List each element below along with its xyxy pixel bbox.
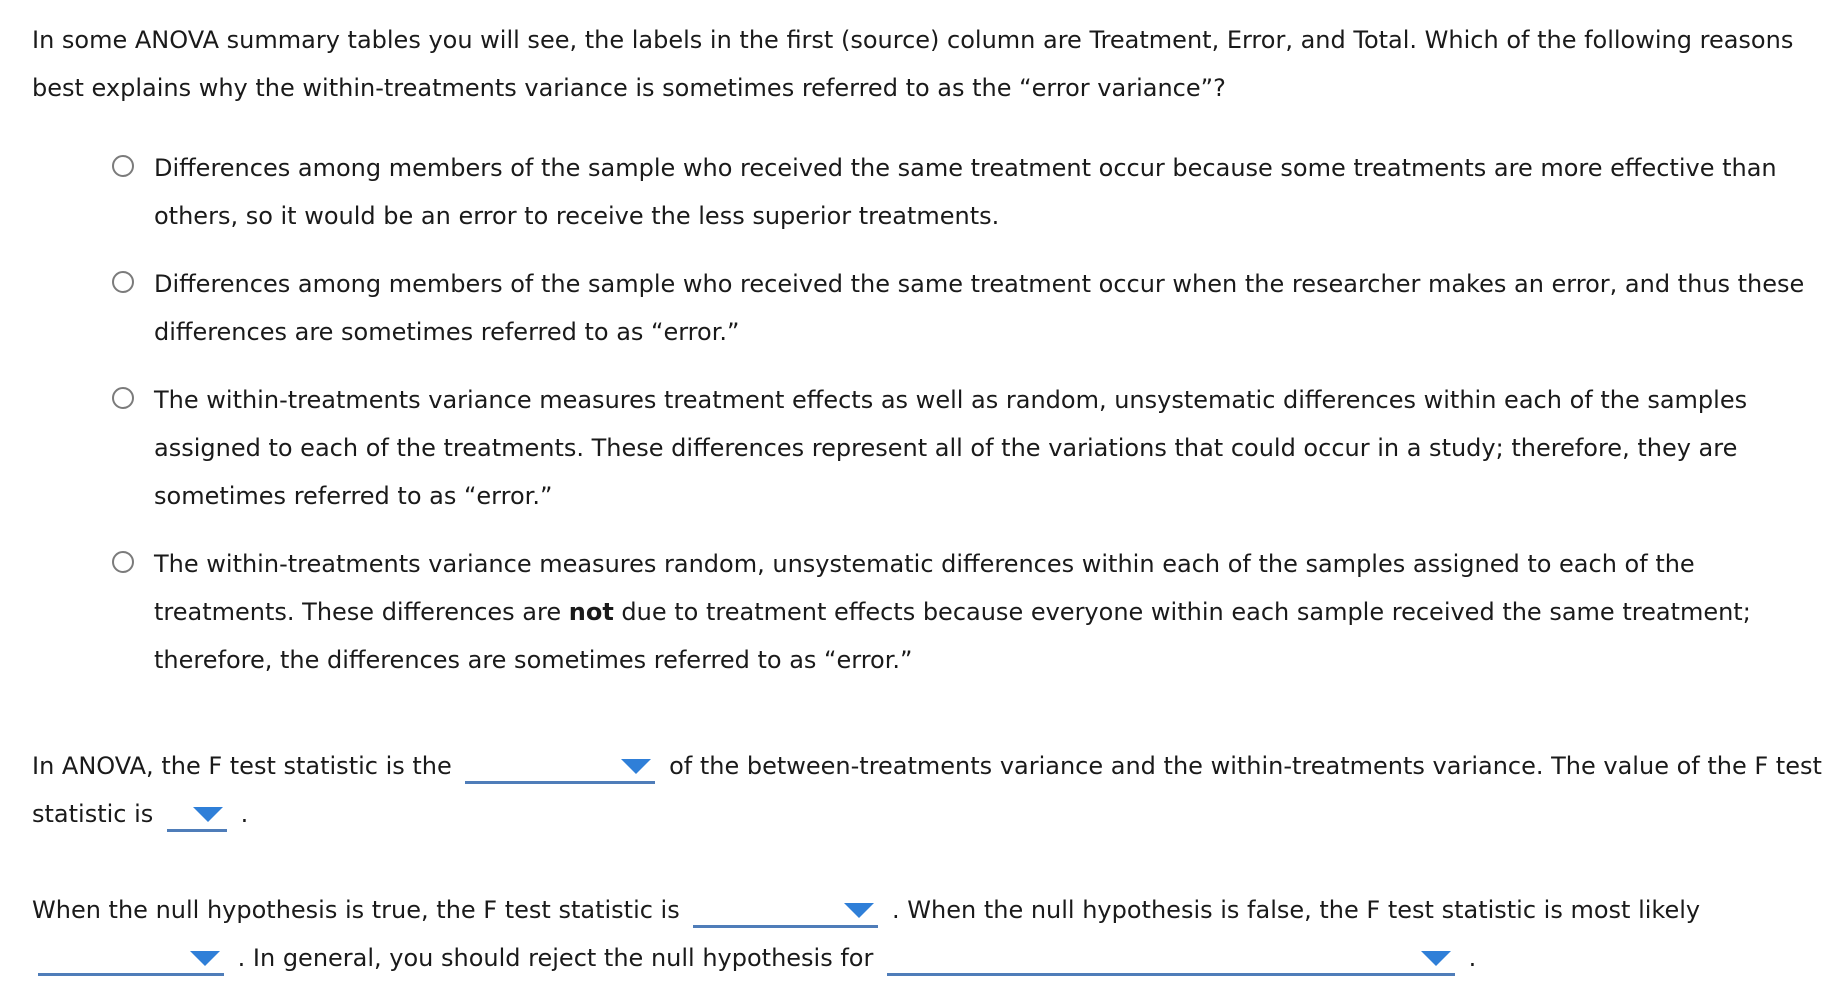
question-text: In some ANOVA summary tables you will see, the labels in the first (source) column are Treatment, Error, and Total. Which of the following reasons best explains why the within-treatments variance is sometimes referred to as the “error variance”? <box>32 26 1794 102</box>
triangle-down-icon <box>1421 951 1451 966</box>
dropdown-f-ratio-definition[interactable] <box>465 749 655 784</box>
answer-option-label: The within-treatments variance measures treatment effects as well as random, unsystematic differences within each of the samples assigned to each of the treatments. These differences represent all of the variations that could occur in a study; therefore, they are sometimes referred to as “error.” <box>154 386 1748 510</box>
fill-in-text: When the null hypothesis is true, the F test statistic is <box>32 896 680 924</box>
answer-option-1[interactable] <box>112 144 1832 240</box>
fill-in-text: In ANOVA, the F test statistic is the <box>32 752 452 780</box>
dropdown-null-true-f[interactable] <box>693 893 878 928</box>
answer-option-label <box>154 550 1751 674</box>
triangle-down-icon <box>844 903 874 918</box>
dropdown-null-false-f[interactable] <box>38 941 224 976</box>
triangle-down-icon <box>190 951 220 966</box>
fill-in-text: . <box>1468 944 1477 972</box>
answer-option-label: Differences among members of the sample who received the same treatment occur when the researcher makes an error, and thus these differences are sometimes referred to as “error.” <box>154 270 1805 346</box>
fill-in-text: of the between-treatments variance and the within-treatments variance. The value of the F test statistic is <box>32 752 1822 828</box>
fill-in-text: . <box>240 800 249 828</box>
triangle-down-icon <box>621 759 651 774</box>
f-statistic-fill-in <box>32 742 1832 838</box>
null-hypothesis-fill-in <box>32 886 1832 982</box>
answer-option-text-after: due to treatment effects because everyone within each sample received the same treatment; therefore, the differences are sometimes referred to as “error.” <box>154 598 1751 674</box>
triangle-down-icon <box>193 807 223 822</box>
radio-unselected-icon[interactable] <box>112 155 134 177</box>
answer-option-3[interactable] <box>112 376 1832 520</box>
answer-option-2[interactable] <box>112 260 1832 356</box>
radio-unselected-icon[interactable] <box>112 387 134 409</box>
answer-option-text-before: The within-treatments variance measures random, unsystematic differences within each of the samples assigned to each of the treatments. These differences are <box>154 550 1695 626</box>
answer-option-emphasis: not <box>568 598 614 626</box>
dropdown-f-value[interactable] <box>167 797 227 832</box>
fill-in-text: . In general, you should reject the null hypothesis for <box>237 944 874 972</box>
radio-unselected-icon[interactable] <box>112 271 134 293</box>
answer-options <box>112 144 1832 704</box>
radio-unselected-icon[interactable] <box>112 551 134 573</box>
answer-option-label: Differences among members of the sample who received the same treatment occur because some treatments are more effective than others, so it would be an error to receive the less superior treatments. <box>154 154 1777 230</box>
fill-in-text: . When the null hypothesis is false, the F test statistic is most likely <box>892 896 1701 924</box>
dropdown-reject-null-condition[interactable] <box>887 941 1455 976</box>
answer-option-4[interactable] <box>112 540 1832 684</box>
